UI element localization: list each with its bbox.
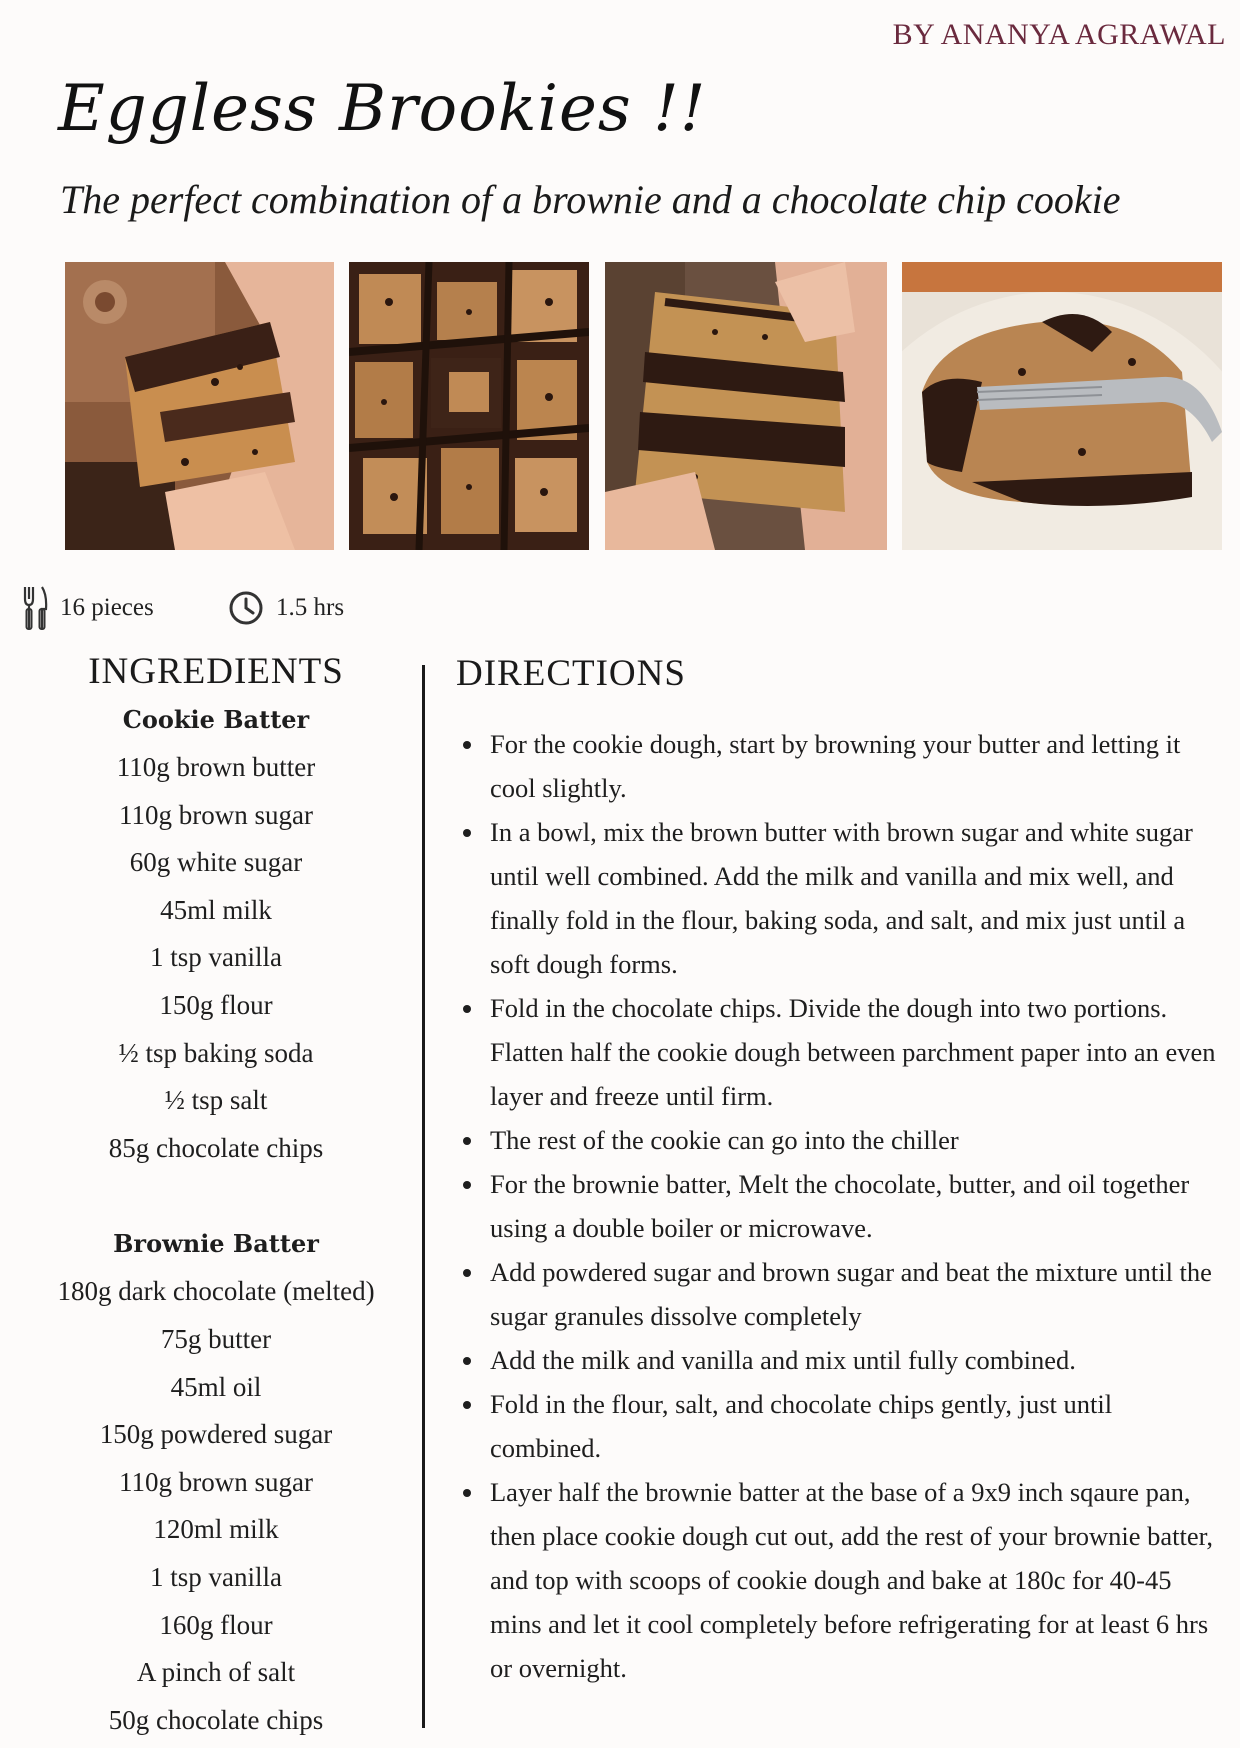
directions-heading: DIRECTIONS bbox=[456, 653, 686, 694]
direction-step: • Add the milk and vanilla and mix until fully combined. bbox=[486, 1338, 1216, 1382]
ingredient-item: 150g flour bbox=[159, 989, 273, 1020]
direction-step: • For the brownie batter, Melt the chocolate, butter, and oil together using a double boiler or microwave. bbox=[486, 1162, 1216, 1250]
direction-step: • Fold in the flour, salt, and chocolate chips gently, just until combined. bbox=[486, 1382, 1216, 1470]
ingredient-item: 50g chocolate chips bbox=[108, 1704, 324, 1735]
direction-step: • The rest of the cookie can go into the chiller bbox=[486, 1118, 1216, 1162]
ingredient-item: 45ml oil bbox=[170, 1371, 262, 1402]
directions-list bbox=[456, 722, 1216, 1690]
direction-step: • For the cookie dough, start by browning your butter and letting it cool slightly. bbox=[486, 722, 1216, 810]
clock-icon bbox=[228, 590, 264, 626]
ingredient-item: 45ml milk bbox=[160, 894, 272, 925]
ingredient-item: 85g chocolate chips bbox=[108, 1132, 324, 1163]
brookie-squares-photo bbox=[349, 262, 589, 550]
cookie-ingredient-list bbox=[30, 744, 402, 1172]
ingredient-item: 1 tsp vanilla bbox=[150, 942, 282, 973]
time-info bbox=[228, 584, 344, 632]
fork-knife-icon bbox=[22, 585, 48, 631]
brookie-layers-photo bbox=[605, 262, 887, 550]
yield-info bbox=[22, 584, 154, 632]
brookie-photo-hand bbox=[65, 262, 334, 550]
ingredient-item: 110g brown butter bbox=[116, 752, 316, 782]
ingredients-heading: INGREDIENTS bbox=[88, 651, 344, 692]
ingredient-item: 1 tsp vanilla bbox=[150, 1561, 282, 1592]
author-credit: BY ANANYA AGRAWAL bbox=[892, 18, 1226, 51]
ingredient-item: 150g powdered sugar bbox=[99, 1419, 333, 1450]
ingredient-item: 180g dark chocolate (melted) bbox=[57, 1276, 375, 1307]
recipe-title: Eggless Brookies !! bbox=[58, 72, 707, 146]
ingredient-item: 160g flour bbox=[159, 1609, 273, 1640]
ingredient-item: A pinch of salt bbox=[136, 1657, 296, 1688]
ingredient-item: 120ml milk bbox=[153, 1514, 279, 1545]
ingredient-item: 60g white sugar bbox=[129, 847, 303, 878]
recipe-subtitle: The perfect combination of a brownie and a chocolate chip cookie bbox=[60, 177, 1121, 222]
ingredient-item: ½ tsp salt bbox=[164, 1085, 268, 1116]
cookie-batter-heading: Cookie Batter bbox=[122, 705, 310, 734]
direction-step: • In a bowl, mix the brown butter with brown sugar and white sugar until well combined. Add the milk and vanilla and mix well, and finally fold in the flour, baking soda, and salt, and mix just until a soft dough forms. bbox=[486, 810, 1216, 986]
yield-text: 16 pieces bbox=[60, 594, 154, 621]
direction-step: • Add powdered sugar and brown sugar and beat the mixture until the sugar granules dissolve completely bbox=[486, 1250, 1216, 1338]
brownie-ingredient-list bbox=[30, 1268, 402, 1744]
time-text: 1.5 hrs bbox=[276, 594, 345, 621]
column-divider bbox=[422, 665, 425, 1728]
directions-section bbox=[456, 650, 1216, 1690]
ingredient-item: ½ tsp baking soda bbox=[118, 1037, 314, 1068]
ingredient-item: 110g brown sugar bbox=[119, 1466, 313, 1497]
direction-step: • Layer half the brownie batter at the base of a 9x9 inch sqaure pan, then place cookie dough cut out, add the rest of your brownie batter, and top with scoops of cookie dough and bake at 180c for 40-45 mins and let it cool completely before refrigerating for at least 6 hrs or overnight. bbox=[486, 1470, 1216, 1690]
brookie-fork-photo bbox=[902, 262, 1222, 550]
ingredient-item: 75g butter bbox=[160, 1323, 272, 1354]
ingredient-item: 110g brown sugar bbox=[119, 799, 313, 830]
ingredients-section bbox=[30, 648, 402, 1744]
direction-step: • Fold in the chocolate chips. Divide the dough into two portions. Flatten half the cookie dough between parchment paper into an even layer and freeze until firm. bbox=[486, 986, 1216, 1118]
brownie-batter-heading: Brownie Batter bbox=[113, 1229, 319, 1259]
